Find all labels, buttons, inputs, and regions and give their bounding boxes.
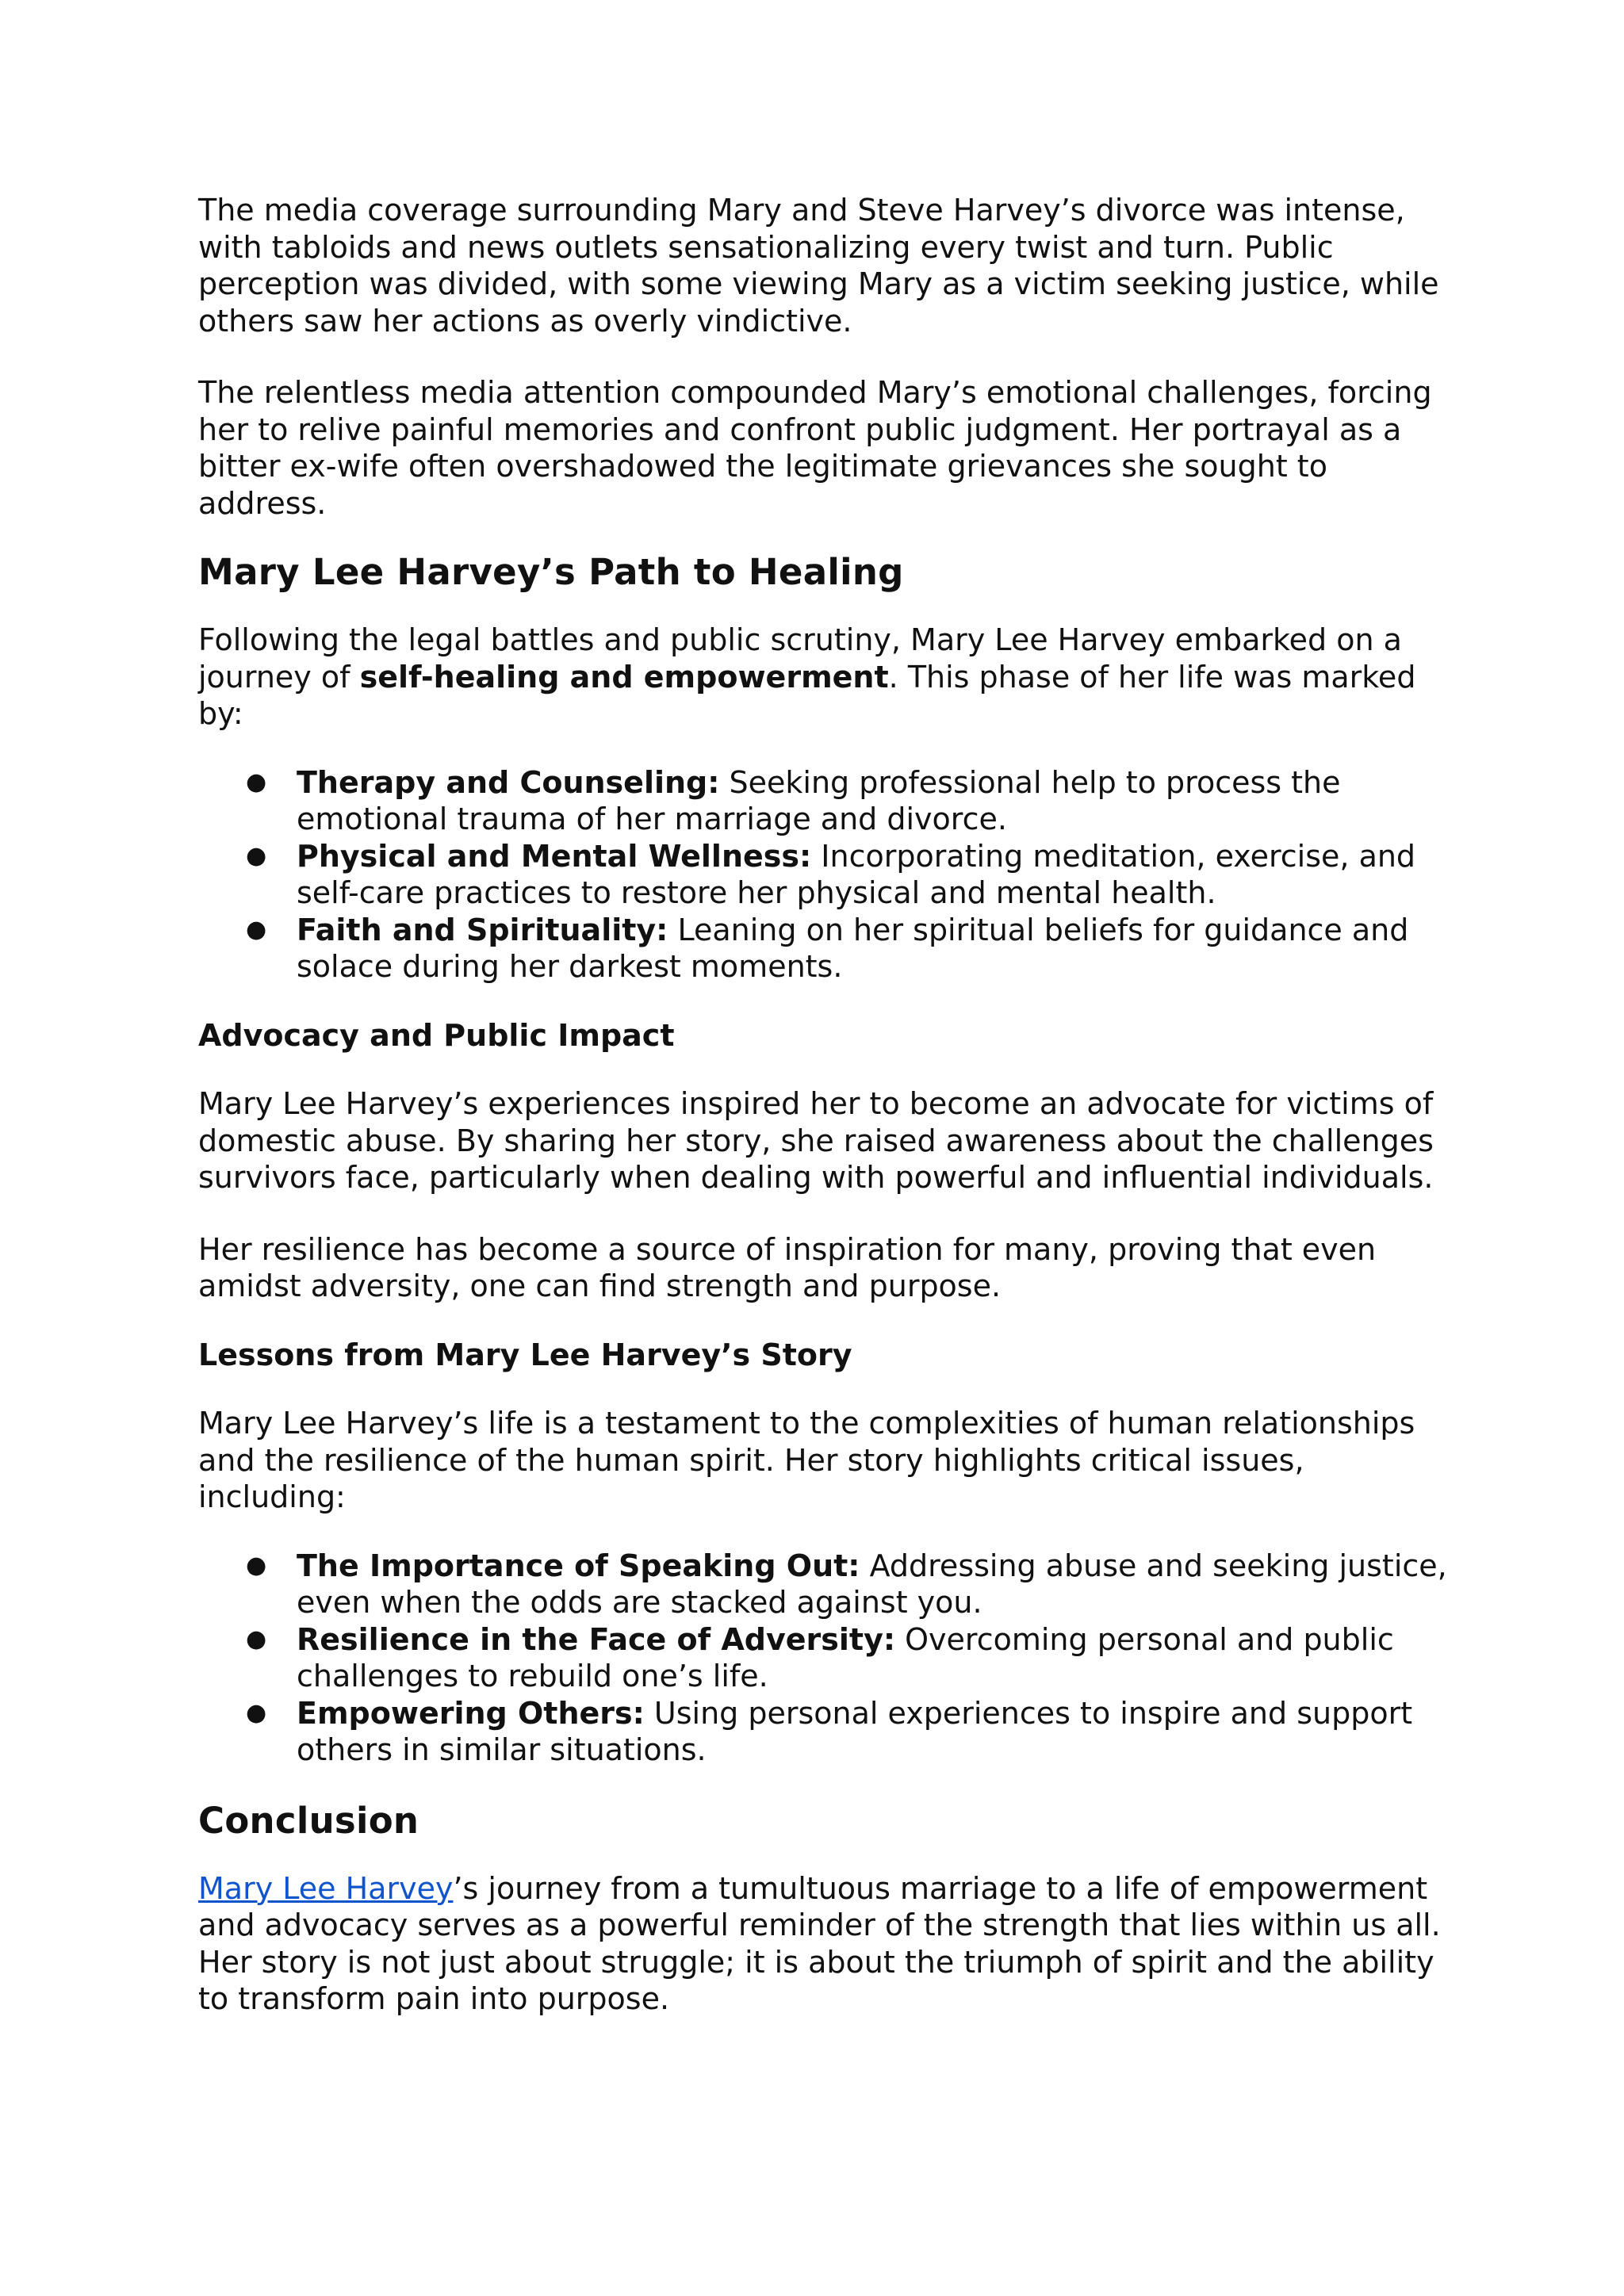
list-item-title: Empowering Others: bbox=[297, 1695, 645, 1731]
list-item-text: Incorporating meditation, exercise, and self-care practices to restore her physical and mental health. bbox=[297, 838, 1416, 910]
lessons-intro-paragraph: Mary Lee Harvey’s life is a testament to the complexities of human relationships and the resilience of the human spirit. Her story highlights critical issues, including: bbox=[198, 1406, 1415, 1514]
heading-conclusion: Conclusion bbox=[198, 1799, 419, 1842]
list-item-title: Therapy and Counseling: bbox=[297, 764, 720, 800]
heading-advocacy: Advocacy and Public Impact bbox=[198, 1017, 675, 1053]
bullet-icon: ● bbox=[246, 1551, 267, 1579]
healing-intro-bold: self-healing and empowerment bbox=[359, 659, 889, 695]
conclusion-paragraph bbox=[198, 1870, 1451, 2018]
list-item-title: Physical and Mental Wellness: bbox=[297, 838, 812, 874]
bullet-icon: ● bbox=[246, 841, 267, 870]
list-item bbox=[198, 1621, 1451, 1695]
conclusion-text: ’s journey from a tumultuous marriage to a life of empowerment and advocacy serves as a powerful reminder of the strength that lies within us all. Her story is not just about struggle; it is about the triumph of spirit and the ability to transform pain into purpose. bbox=[198, 1870, 1441, 2016]
list-item-text: Leaning on her spiritual beliefs for guidance and solace during her darkest moments. bbox=[297, 912, 1409, 984]
healing-intro-paragraph bbox=[198, 622, 1451, 733]
mary-lee-harvey-link[interactable]: Mary Lee Harvey bbox=[198, 1870, 454, 1906]
list-item bbox=[198, 1548, 1451, 1621]
list-item-text: Using personal experiences to inspire and support others in similar situations. bbox=[297, 1695, 1413, 1767]
list-item-title: Faith and Spirituality: bbox=[297, 912, 668, 947]
list-item bbox=[198, 1695, 1451, 1769]
heading-path-to-healing: Mary Lee Harvey’s Path to Healing bbox=[198, 551, 904, 593]
list-item-text: Addressing abuse and seeking justice, even when the odds are stacked against you. bbox=[297, 1548, 1447, 1620]
list-item bbox=[198, 912, 1451, 985]
bullet-icon: ● bbox=[246, 1698, 267, 1727]
list-item-text: Overcoming personal and public challenges to rebuild one’s life. bbox=[297, 1621, 1394, 1693]
list-item-title: Resilience in the Face of Adversity: bbox=[297, 1621, 896, 1657]
bullet-icon: ● bbox=[246, 1624, 267, 1653]
intro-paragraph-1: The media coverage surrounding Mary and Steve Harvey’s divorce was intense, with tabloids and news outlets sensationalizing every twist and turn. Public perception was divided, with some viewing Mary as a victim seeking justice, while others saw her actions as overly vindictive. bbox=[198, 193, 1439, 339]
healing-list bbox=[198, 764, 1451, 985]
lessons-list bbox=[198, 1548, 1451, 1769]
healing-intro-rest: . This phase of her life was marked by: bbox=[198, 659, 1416, 731]
healing-intro-text: Following the legal battles and public scrutiny, Mary Lee Harvey embarked on a journey of bbox=[198, 622, 1402, 695]
advocacy-paragraph-2: Her resilience has become a source of inspiration for many, proving that even amidst adversity, one can find strength and purpose. bbox=[198, 1231, 1377, 1303]
bullet-icon: ● bbox=[246, 767, 267, 796]
intro-paragraph-2: The relentless media attention compounded Mary’s emotional challenges, forcing her to relive painful memories and confront public judgment. Her portrayal as a bitter ex-wife often overshadowed the legitimate grievances she sought to address. bbox=[198, 375, 1432, 521]
list-item bbox=[198, 838, 1451, 912]
advocacy-paragraph-1: Mary Lee Harvey’s experiences inspired her to become an advocate for victims of domestic abuse. By sharing her story, she raised awareness about the challenges survivors face, particularly when dealing with powerful and influential individuals. bbox=[198, 1086, 1434, 1195]
list-item-text: Seeking professional help to process the emotional trauma of her marriage and divorce. bbox=[297, 764, 1341, 836]
heading-lessons: Lessons from Mary Lee Harvey’s Story bbox=[198, 1337, 852, 1372]
list-item-title: The Importance of Speaking Out: bbox=[297, 1548, 860, 1583]
document-page bbox=[198, 192, 1451, 2053]
bullet-icon: ● bbox=[246, 915, 267, 943]
list-item bbox=[198, 764, 1451, 838]
